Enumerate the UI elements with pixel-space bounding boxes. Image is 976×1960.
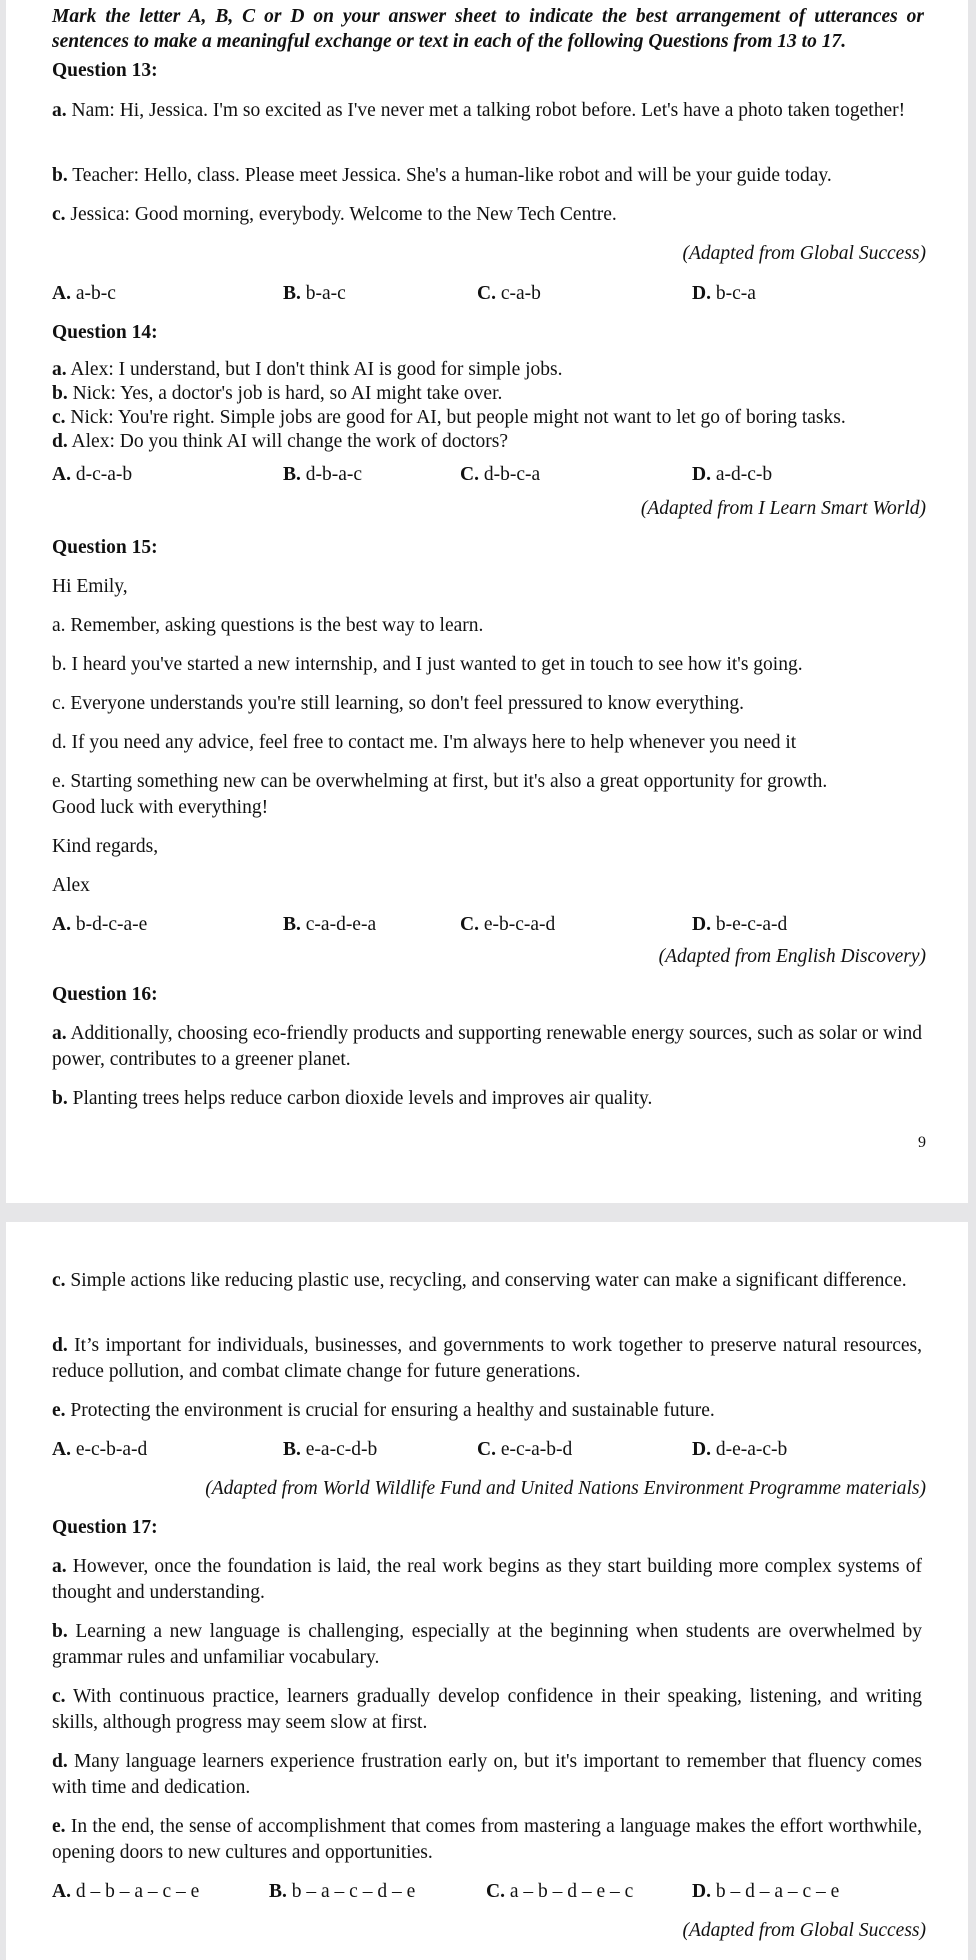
- q17-option-b[interactable]: B. b – a – c – d – e: [269, 1881, 416, 1902]
- q16-source: (Adapted from World Wildlife Fund and United Nations Environment Programme materials): [205, 1478, 926, 1499]
- q15-option-d[interactable]: D. b-e-c-a-d: [692, 914, 788, 935]
- q17-item-d: d. Many language learners experience frustration early on, but it's important to remember that fluency comes with time and dedication.: [52, 1751, 922, 1798]
- q15-item-c: c. Everyone understands you're still learning, so don't feel pressured to know everything.: [52, 693, 745, 714]
- q17-item-e: e. In the end, the sense of accomplishment that comes from mastering a language makes the effort worthwhile, opening doors to new cultures and opportunities.: [52, 1816, 922, 1863]
- q15-option-c[interactable]: C. e-b-c-a-d: [460, 914, 556, 935]
- q14-option-c[interactable]: C. d-b-c-a: [460, 464, 541, 485]
- q14-source: (Adapted from I Learn Smart World): [640, 498, 926, 519]
- q17-item-b: b. Learning a new language is challenging, especially at the beginning when students are overwhelmed by grammar rules and unfamiliar vocabulary.: [52, 1621, 922, 1668]
- q15-item-b: b. I heard you've started a new internship, and I just wanted to get in touch to see how it's going.: [52, 654, 803, 675]
- q13-source: (Adapted from Global Success): [682, 243, 926, 264]
- q14-item-c: c. Nick: You're right. Simple jobs are good for AI, but people might not want to let go of boring tasks.: [52, 407, 846, 428]
- q17-option-d[interactable]: D. b – d – a – c – e: [692, 1881, 840, 1902]
- page-1: [6, 0, 968, 1203]
- q13-option-b[interactable]: B. b-a-c: [283, 283, 346, 304]
- q15-option-b[interactable]: B. c-a-d-e-a: [283, 914, 377, 935]
- q16-item-b: b. Planting trees helps reduce carbon dioxide levels and improves air quality.: [52, 1088, 653, 1109]
- q13-item-c: c. Jessica: Good morning, everybody. Welcome to the New Tech Centre.: [52, 204, 617, 225]
- q16-option-b[interactable]: B. e-a-c-d-b: [283, 1439, 378, 1460]
- q13-option-d[interactable]: D. b-c-a: [692, 283, 756, 304]
- q15-closing-2: Kind regards,: [52, 836, 159, 857]
- q13-option-a[interactable]: A. a-b-c: [52, 283, 116, 304]
- q14-option-b[interactable]: B. d-b-a-c: [283, 464, 363, 485]
- q17-title: Question 17:: [52, 1517, 158, 1538]
- q16-item-e: e. Protecting the environment is crucial for ensuring a healthy and sustainable future.: [52, 1400, 715, 1421]
- q16-item-c: c. Simple actions like reducing plastic use, recycling, and conserving water can make a significant difference.: [52, 1270, 907, 1291]
- q17-item-c: c. With continuous practice, learners gradually develop confidence in their speaking, listening, and writing skills, although progress may seem slow at first.: [52, 1686, 922, 1733]
- q14-title: Question 14:: [52, 322, 158, 343]
- q15-title: Question 15:: [52, 537, 158, 558]
- q17-option-a[interactable]: A. d – b – a – c – e: [52, 1881, 200, 1902]
- q13-item-a: a. Nam: Hi, Jessica. I'm so excited as I've never met a talking robot before. Let's have a photo taken together!: [52, 100, 906, 121]
- q17-source: (Adapted from Global Success): [682, 1920, 926, 1941]
- q17-option-c[interactable]: C. a – b – d – e – c: [486, 1881, 634, 1902]
- q14-item-b: b. Nick: Yes, a doctor's job is hard, so AI might take over.: [52, 383, 503, 404]
- q15-item-e: e. Starting something new can be overwhelming at first, but it's also a great opportunity for growth.: [52, 771, 828, 792]
- q16-item-d: d. It’s important for individuals, businesses, and governments to work together to preserve natural resources, reduce pollution, and combat climate change for future generations.: [52, 1335, 922, 1382]
- q16-title: Question 16:: [52, 984, 158, 1005]
- q14-option-d[interactable]: D. a-d-c-b: [692, 464, 773, 485]
- q13-title: Question 13:: [52, 60, 158, 81]
- page-2: [6, 1222, 968, 1960]
- q14-item-a: a. Alex: I understand, but I don't think AI is good for simple jobs.: [52, 359, 563, 380]
- q16-item-a: a. Additionally, choosing eco-friendly products and supporting renewable energy sources, such as solar or wind power, contributes to a greener planet.: [52, 1023, 922, 1070]
- q15-closing-1: Good luck with everything!: [52, 797, 269, 818]
- q15-greeting: Hi Emily,: [52, 576, 128, 597]
- q13-option-c[interactable]: C. c-a-b: [477, 283, 541, 304]
- q16-option-a[interactable]: A. e-c-b-a-d: [52, 1439, 148, 1460]
- q15-option-a[interactable]: A. b-d-c-a-e: [52, 914, 148, 935]
- q16-option-c[interactable]: C. e-c-a-b-d: [477, 1439, 573, 1460]
- page-number: 9: [918, 1134, 926, 1151]
- q13-item-b: b. Teacher: Hello, class. Please meet Jessica. She's a human-like robot and will be your guide today.: [52, 165, 832, 186]
- instruction: Mark the letter A, B, C or D on your answer sheet to indicate the best arrangement of utterances or sentences to make a meaningful exchange or text in each of the following Questions from 13 to 17.: [52, 6, 924, 52]
- q14-item-d: d. Alex: Do you think AI will change the work of doctors?: [52, 431, 509, 452]
- q15-item-d: d. If you need any advice, feel free to contact me. I'm always here to help whenever you need it: [52, 732, 797, 753]
- q16-option-d[interactable]: D. d-e-a-c-b: [692, 1439, 788, 1460]
- q17-item-a: a. However, once the foundation is laid, the real work begins as they start building more complex systems of thought and understanding.: [52, 1556, 922, 1603]
- q15-signature: Alex: [52, 875, 90, 896]
- q15-source: (Adapted from English Discovery): [658, 946, 926, 967]
- q15-item-a: a. Remember, asking questions is the best way to learn.: [52, 615, 484, 636]
- q14-option-a[interactable]: A. d-c-a-b: [52, 464, 133, 485]
